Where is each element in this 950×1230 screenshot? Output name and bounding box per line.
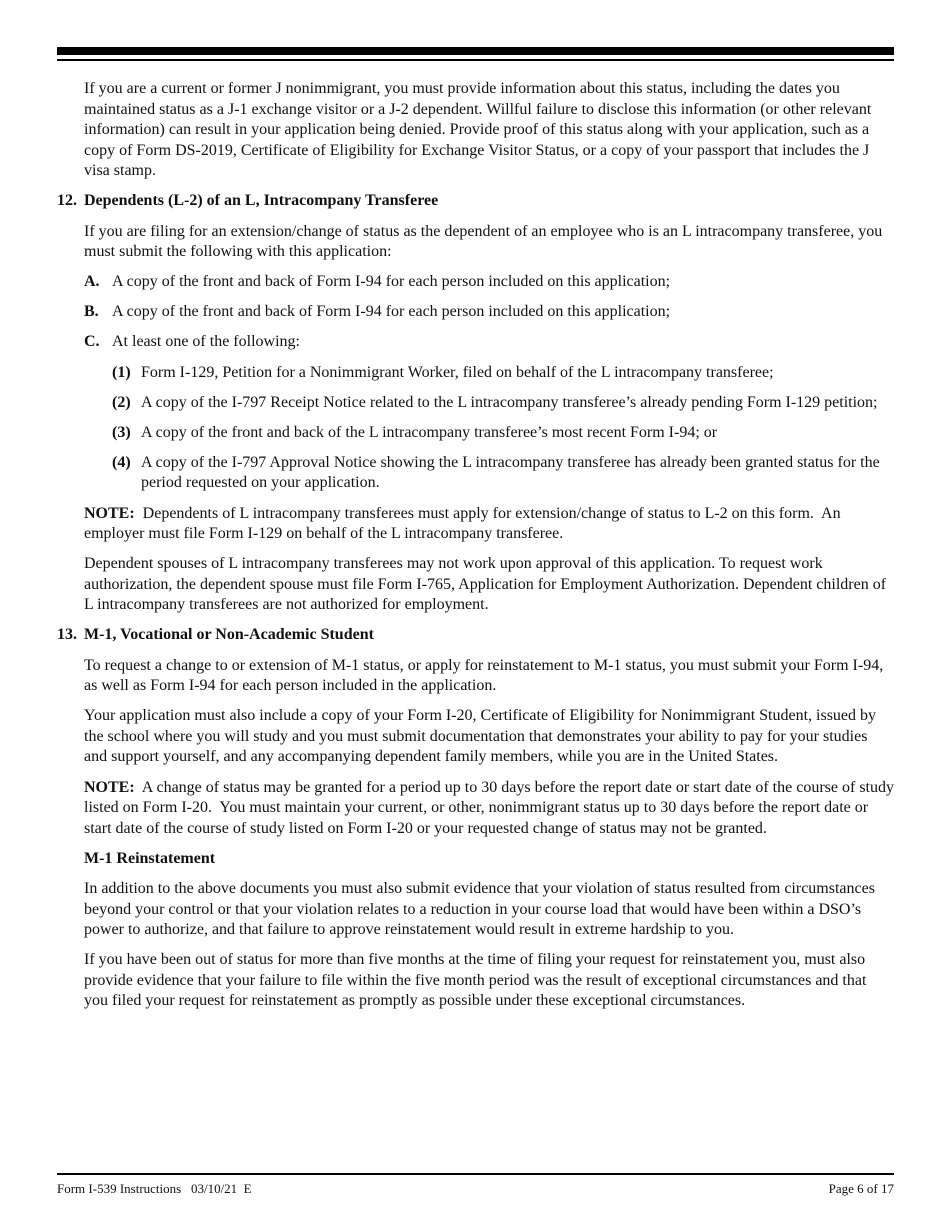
intro-paragraph: If you are a current or former J nonimmigrant, you must provide information about this status, including the dates you maintained status as a J-1 exchange visitor or a J-2 dependent. Willful failure to disclose this information (or other relevant information) can result in your application being denied. Provide proof of this status along with your application, such as a copy of Form DS-2019, Certificate of Eligibility for Exchange Visitor Status, or a copy of your passport that includes the J visa stamp. xyxy=(84,80,872,180)
section-12-work-paragraph: Dependent spouses of L intracompany transferees may not work upon approval of this application. To request work authorization, the dependent spouse must file Form I-765, Application for Employment Authorization. Dependent children of L intracompany transferees are not authorized for employment. xyxy=(84,555,887,614)
item-label: B. xyxy=(84,303,99,321)
section-13-title: M-1, Vocational or Non-Academic Student xyxy=(84,626,374,644)
list-item xyxy=(84,302,894,323)
header-rule-thin xyxy=(57,59,894,61)
subitem-text: A copy of the I-797 Approval Notice showing the L intracompany transferee has already been granted status for the period requested on your application. xyxy=(141,453,880,492)
section-13-paragraph-1: To request a change to or extension of M-1 status, or apply for reinstatement to M-1 status, you must submit your Form I-94, as well as Form I-94 for each person included in the application. xyxy=(84,656,884,695)
subitem-text: A copy of the I-797 Receipt Notice related to the L intracompany transferee’s already pending Form I-129 petition; xyxy=(141,393,878,411)
note-text: Dependents of L intracompany transferees must apply for extension/change of status to L-2 on this form. An employer must file Form I-129 on behalf of the L intracompany transferee. xyxy=(84,504,845,543)
header-rule-thick xyxy=(57,47,894,55)
note-label: NOTE: xyxy=(84,504,135,522)
subitem-text: Form I-129, Petition for a Nonimmigrant Worker, filed on behalf of the L intracompany transferee; xyxy=(141,363,774,381)
sub-list-item xyxy=(112,363,894,384)
section-12-number: 12. xyxy=(57,192,77,210)
footer-page-number: Page 6 of 17 xyxy=(828,1181,894,1196)
reinstatement-paragraph-1: In addition to the above documents you must also submit evidence that your violation of status resulted from circumstances beyond your control or that your violation relates to a reduction in your course load that would have been within a DSO’s power to authorize, and that failure to approve reinstatement would result in extreme hardship to you. xyxy=(84,879,875,939)
section-13-paragraph-2: Your application must also include a copy of your Form I-20, Certificate of Eligibility for Nonimmigrant Student, issued by the school where you will study and you must submit documentation that demonstrates your ability to pay for your studies and support yourself, and any accompanying dependent family members, while you are in the United States. xyxy=(84,707,877,766)
item-text: A copy of the front and back of Form I-94 for each person included on this application; xyxy=(112,273,671,291)
note-text: A change of status may be granted for a period up to 30 days before the report date or start date of the course of study listed on Form I-20. You must maintain your current, or other, nonimmigrant status up to 30 days before the report date or start date of the course of study listed on Form I-20 or your requested change of status may not be granted. xyxy=(84,778,898,837)
footer-rule xyxy=(57,1173,894,1175)
subitem-text: A copy of the front and back of the L intracompany transferee’s most recent Form I-94; or xyxy=(141,423,718,441)
sub-list-item xyxy=(112,453,894,494)
note-label: NOTE: xyxy=(84,778,135,796)
item-text: At least one of the following: xyxy=(112,333,300,351)
item-label: C. xyxy=(84,333,100,351)
subitem-label: (2) xyxy=(112,393,131,411)
section-13-heading xyxy=(57,625,894,646)
section-12-intro: If you are filing for an extension/change of status as the dependent of an employee who is an L intracompany transferee, you must submit the following with this application: xyxy=(84,222,883,261)
sub-list-item xyxy=(112,423,894,444)
reinstatement-heading: M-1 Reinstatement xyxy=(84,849,216,867)
subitem-label: (1) xyxy=(112,363,131,381)
item-text: A copy of the front and back of Form I-94 for each person included on this application; xyxy=(112,303,671,321)
section-13-number: 13. xyxy=(57,626,77,644)
page-content xyxy=(57,79,898,1021)
footer-form-id: Form I-539 Instructions 03/10/21 E xyxy=(57,1181,252,1196)
item-label: A. xyxy=(84,273,100,291)
section-13-note xyxy=(84,778,898,840)
reinstatement-paragraph-2: If you have been out of status for more than five months at the time of filing your request for reinstatement you, must also provide evidence that your failure to file within the five month period was the result of exceptional circumstances and that you filed your request for reinstatement as promptly as possible under these exceptional circumstances. xyxy=(84,951,867,1010)
list-item xyxy=(84,332,894,353)
section-12-heading xyxy=(57,191,894,212)
subitem-label: (3) xyxy=(112,423,131,441)
list-item xyxy=(84,272,894,293)
section-12-title: Dependents (L-2) of an L, Intracompany Transferee xyxy=(84,192,439,210)
subitem-label: (4) xyxy=(112,453,131,471)
section-12-note xyxy=(84,504,894,545)
sub-list-item xyxy=(112,393,894,414)
